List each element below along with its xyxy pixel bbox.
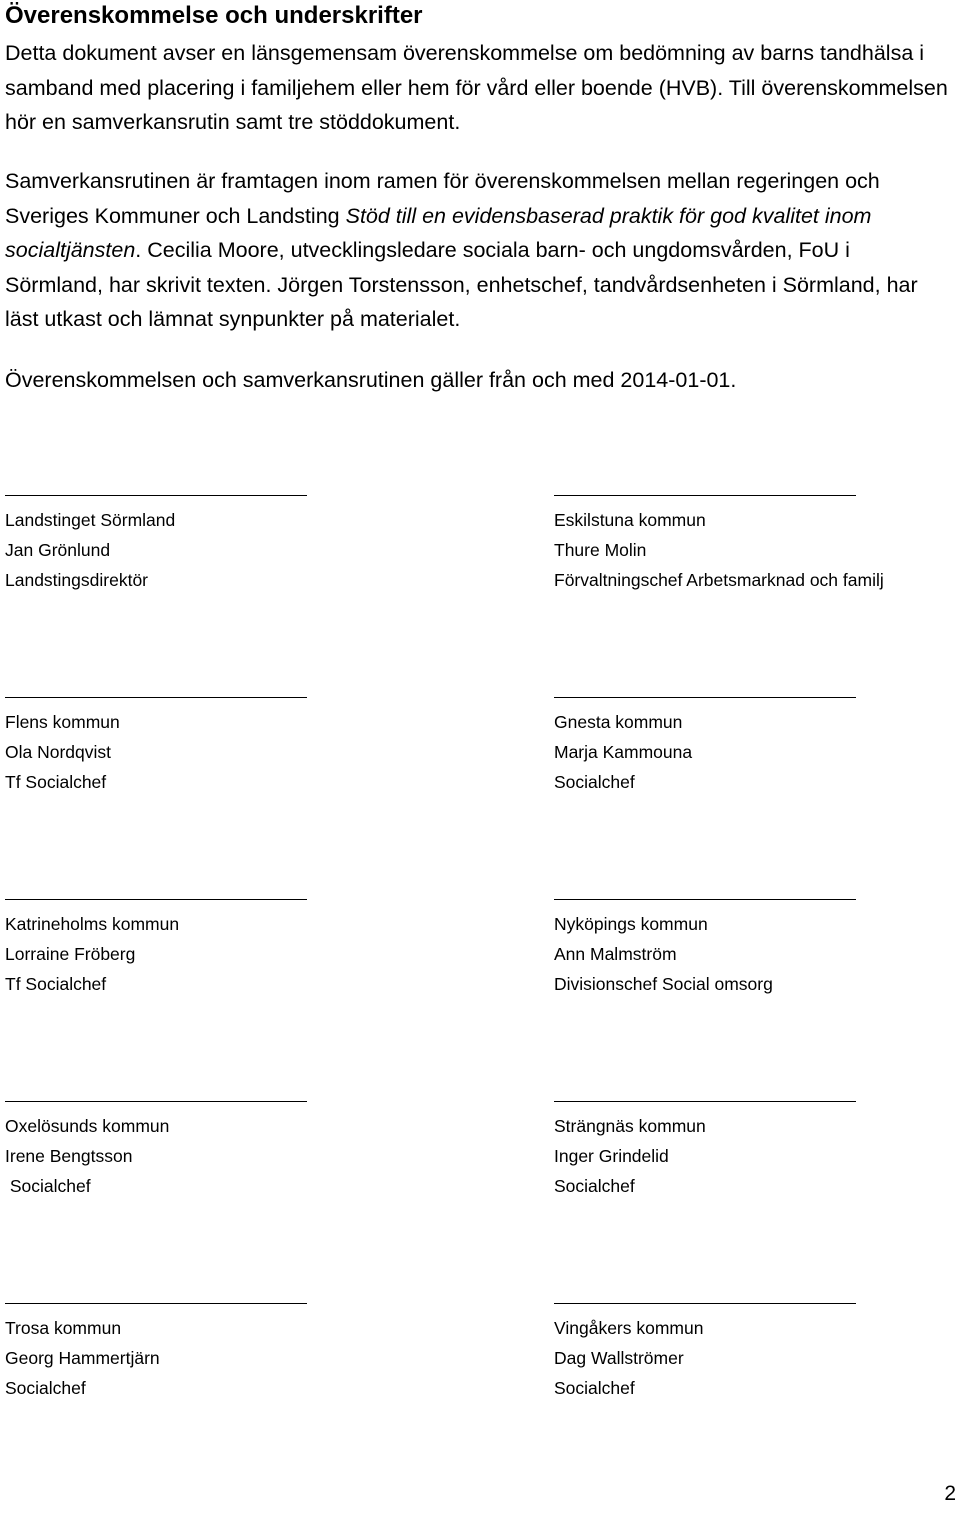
signature-row-1 — [5, 495, 955, 615]
signature-name: Marja Kammouna — [554, 742, 693, 762]
signature-block — [554, 1101, 954, 1201]
signature-org: Vingåkers kommun — [554, 1318, 704, 1338]
signature-line — [5, 495, 307, 496]
signature-name: Irene Bengtsson — [5, 1146, 133, 1166]
signature-org: Flens kommun — [5, 712, 120, 732]
signature-block — [554, 495, 954, 595]
validity-paragraph: Överenskommelsen och samverkansrutinen gäller från och med 2014-01-01. — [5, 368, 737, 392]
background-text-1: Samverkansrutinen är framtagen inom ramen för överenskommelsen mellan regeringen och Sveriges Kommuner och Landsting — [5, 169, 880, 228]
signature-line — [554, 1101, 856, 1102]
signature-line — [5, 899, 307, 900]
signature-title: Landstingsdirektör — [5, 570, 148, 590]
background-text-2: . Cecilia Moore, utvecklingsledare sociala barn- och ungdomsvården, FoU i Sörmland, har skrivit texten. Jörgen Torstensson, enhetschef, tandvårdsenheten i Sörmland, har läst utkast och lämnat synpunkter på materialet. — [5, 238, 918, 331]
signature-name: Dag Wallströmer — [554, 1348, 684, 1368]
background-italic-title: Stöd till en evidensbaserad praktik för god kvalitet inom socialtjänsten — [5, 203, 872, 262]
signature-block — [5, 495, 405, 595]
signature-line — [5, 1303, 307, 1304]
signature-title: Divisionschef Social omsorg — [554, 974, 773, 994]
signature-title: Socialchef — [5, 1378, 86, 1398]
signature-block — [5, 1303, 405, 1403]
signature-line — [5, 697, 307, 698]
signature-title: Tf Socialchef — [5, 772, 107, 792]
signature-row-3 — [5, 899, 955, 1019]
signature-title: Socialchef — [5, 1176, 91, 1196]
signature-org: Katrineholms kommun — [5, 914, 180, 934]
signature-name: Jan Grönlund — [5, 540, 111, 560]
signature-line — [554, 495, 856, 496]
signature-row-4 — [5, 1101, 955, 1221]
signature-title: Socialchef — [554, 772, 635, 792]
background-paragraph — [5, 164, 950, 337]
signature-name: Ann Malmström — [554, 944, 677, 964]
signature-title: Socialchef — [554, 1378, 635, 1398]
signature-row-2 — [5, 697, 955, 817]
signature-block — [554, 697, 954, 797]
signature-line — [554, 1303, 856, 1304]
signature-org: Landstinget Sörmland — [5, 510, 176, 530]
signature-org: Trosa kommun — [5, 1318, 122, 1338]
signature-name: Inger Grindelid — [554, 1146, 669, 1166]
signature-org: Gnesta kommun — [554, 712, 683, 732]
signature-block — [5, 899, 405, 999]
signature-title: Förvaltningschef Arbetsmarknad och familj — [554, 570, 884, 590]
signature-org: Oxelösunds kommun — [5, 1116, 170, 1136]
signature-block — [5, 1101, 405, 1201]
page-title: Överenskommelse och underskrifter — [5, 2, 423, 29]
signature-name: Lorraine Fröberg — [5, 944, 136, 964]
signature-line — [554, 697, 856, 698]
signature-org: Nyköpings kommun — [554, 914, 708, 934]
intro-paragraph: Detta dokument avser en länsgemensam överenskommelse om bedömning av barns tandhälsa i samband med placering i familjehem eller hem för vård eller boende (HVB). Till överenskommelsen hör en samverkansrutin samt tre stöddokument. — [5, 41, 948, 134]
signature-block — [554, 899, 954, 999]
signature-name: Ola Nordqvist — [5, 742, 112, 762]
signature-line — [554, 899, 856, 900]
signature-title: Socialchef — [554, 1176, 635, 1196]
signature-name: Georg Hammertjärn — [5, 1348, 160, 1368]
page-number: 2 — [944, 1482, 956, 1505]
signature-title: Tf Socialchef — [5, 974, 107, 994]
signature-row-5 — [5, 1303, 955, 1423]
signature-block — [5, 697, 405, 797]
signature-org: Eskilstuna kommun — [554, 510, 706, 530]
signature-line — [5, 1101, 307, 1102]
signature-org: Strängnäs kommun — [554, 1116, 706, 1136]
signature-block — [554, 1303, 954, 1403]
signature-name: Thure Molin — [554, 540, 647, 560]
